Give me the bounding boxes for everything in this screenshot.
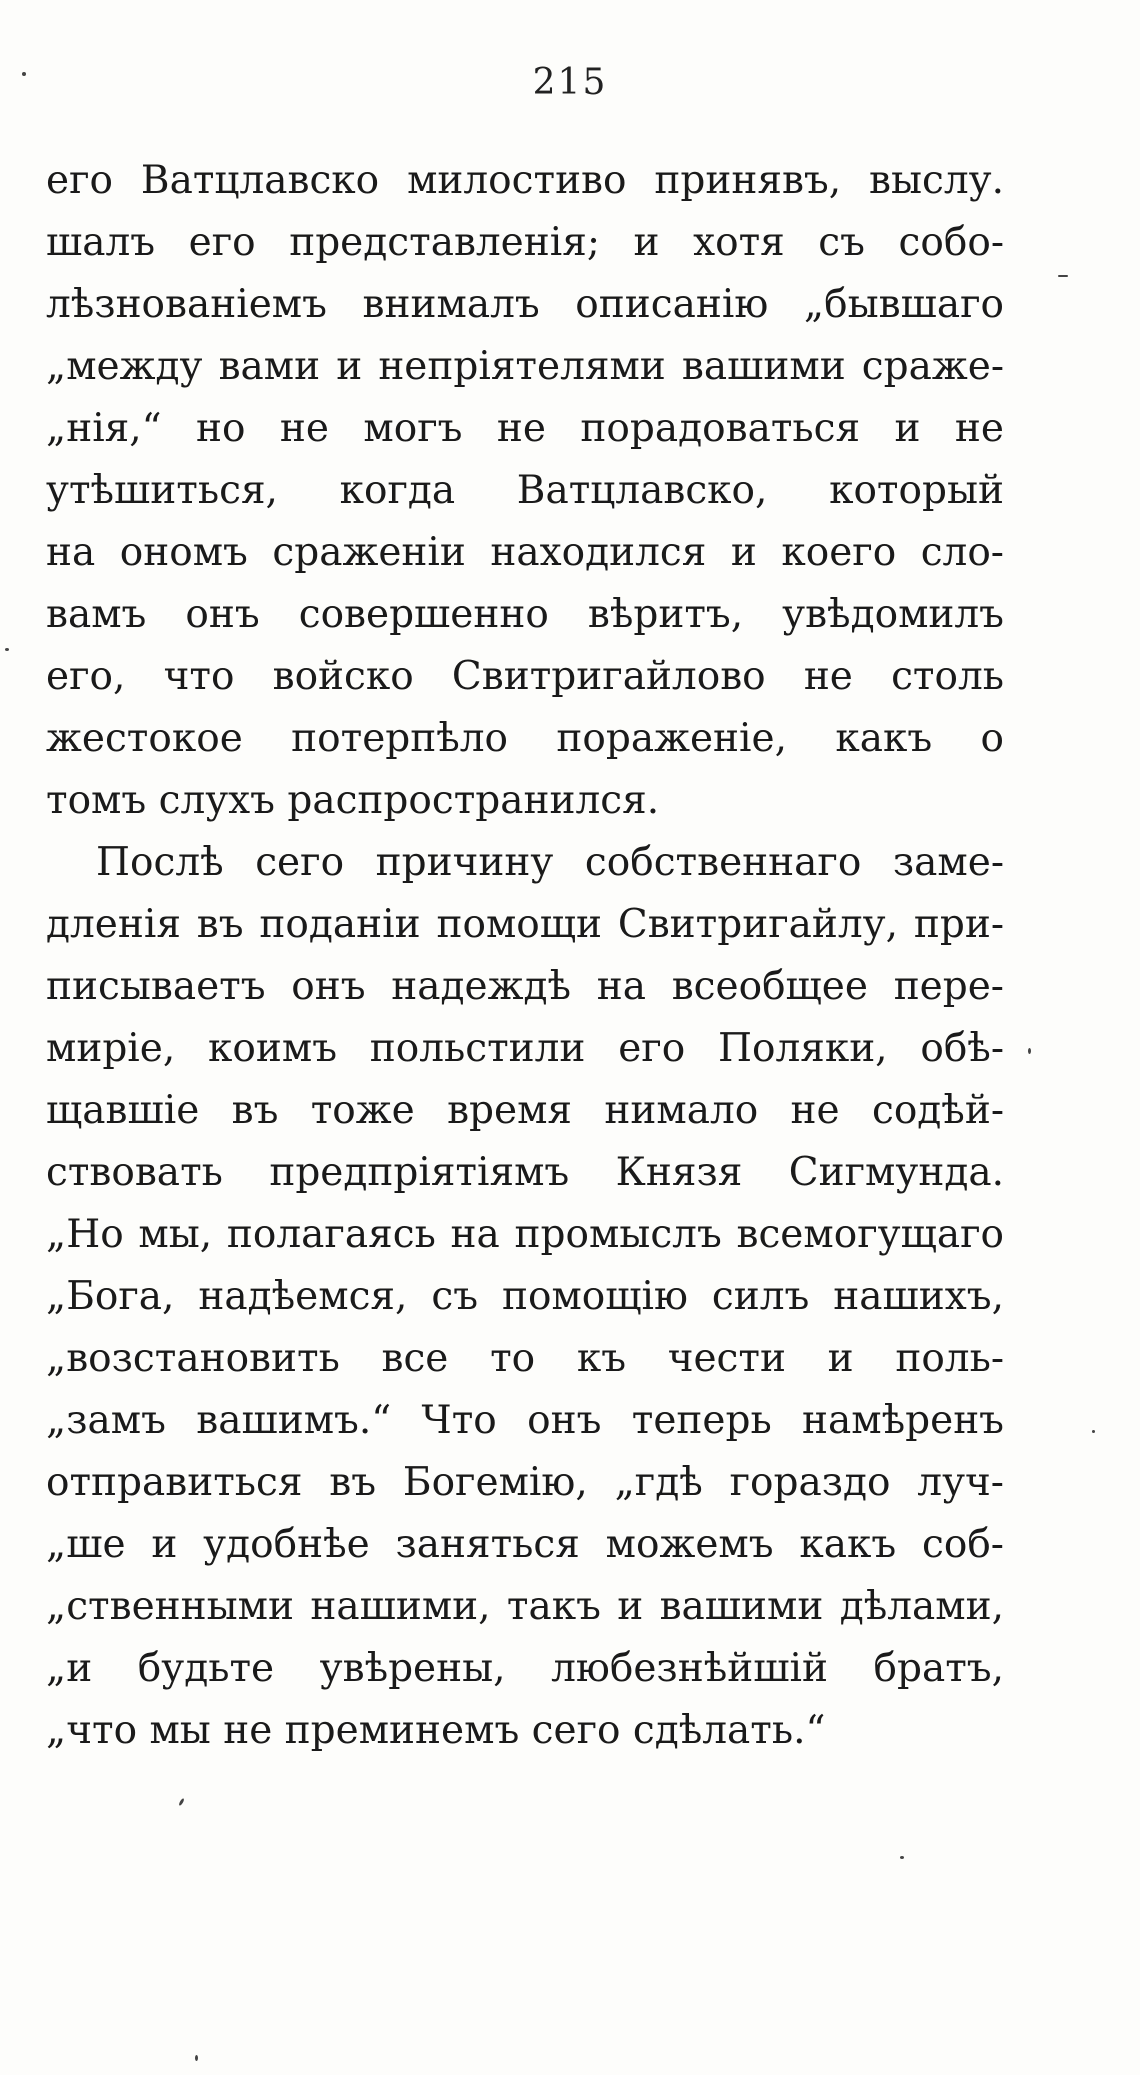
text-line: „нія,“ но не могъ не порадоваться и не bbox=[46, 406, 1004, 451]
text-line: отправиться въ Богемію, „гдѣ гораздо луч- bbox=[46, 1460, 1004, 1505]
text-line: его Ватцлавско милостиво принявъ, выслу. bbox=[46, 158, 1004, 203]
text-line: его, что войско Свитригайлово не столь bbox=[46, 654, 1004, 699]
scan-speck bbox=[195, 2055, 198, 2061]
text-line: утѣшиться, когда Ватцлавско, который bbox=[46, 468, 1004, 513]
text-line: щавшіе въ тоже время нимало не содѣй- bbox=[46, 1088, 1004, 1133]
text-line: дленія въ поданіи помощи Свитригайлу, при- bbox=[46, 902, 1004, 947]
text-line: „ше и удобнѣе заняться можемъ какъ соб- bbox=[46, 1522, 1004, 1567]
text-line: на ономъ сраженіи находился и коего сло- bbox=[46, 530, 1004, 575]
scan-speck bbox=[1092, 1430, 1095, 1433]
scan-speck bbox=[178, 1798, 185, 1806]
text-line: томъ слухъ распространился. bbox=[46, 778, 660, 823]
page-number: 215 bbox=[532, 62, 608, 103]
scan-speck bbox=[22, 72, 26, 76]
text-line: лѣзнованіемъ внималъ описанію „бывшаго bbox=[46, 282, 1004, 327]
text-line: „Но мы, полагаясь на промыслъ всемогущаго bbox=[46, 1212, 1004, 1257]
scan-speck bbox=[5, 648, 9, 651]
text-line: „Бога, надѣемся, съ помощію силъ нашихъ, bbox=[46, 1274, 1004, 1319]
text-line: писываетъ онъ надеждѣ на всеобщее пере- bbox=[46, 964, 1004, 1009]
paragraph-2 bbox=[46, 832, 1004, 1762]
text-line: шалъ его представленія; и хотя съ собо- bbox=[46, 220, 1004, 265]
text-line: „между вами и непріятелями вашими сраже- bbox=[46, 344, 1004, 389]
text-line: „что мы не преминемъ сего сдѣлать.“ bbox=[46, 1708, 826, 1753]
scan-speck bbox=[900, 1856, 904, 1859]
text-line: жестокое потерпѣло пораженіе, какъ о bbox=[46, 716, 1004, 761]
body-text bbox=[46, 150, 1004, 1762]
scan-speck bbox=[1028, 1048, 1031, 1054]
text-line: ствовать предпріятіямъ Князя Сигмунда. bbox=[46, 1150, 1004, 1195]
scan-speck bbox=[1058, 275, 1068, 277]
text-line: „и будьте увѣрены, любезнѣйшій братъ, bbox=[46, 1646, 1004, 1691]
text-line: вамъ онъ совершенно вѣритъ, увѣдомилъ bbox=[46, 592, 1004, 637]
text-line: Послѣ сего причину собственнаго заме- bbox=[96, 840, 1004, 885]
text-line: „возстановить все то къ чести и поль- bbox=[46, 1336, 1004, 1381]
text-line: „ственными нашими, такъ и вашими дѣлами, bbox=[46, 1584, 1004, 1629]
text-line: миріе, коимъ польстили его Поляки, обѣ- bbox=[46, 1026, 1004, 1071]
paragraph-1 bbox=[46, 150, 1004, 832]
text-line: „замъ вашимъ.“ Что онъ теперь намѣренъ bbox=[46, 1398, 1004, 1443]
